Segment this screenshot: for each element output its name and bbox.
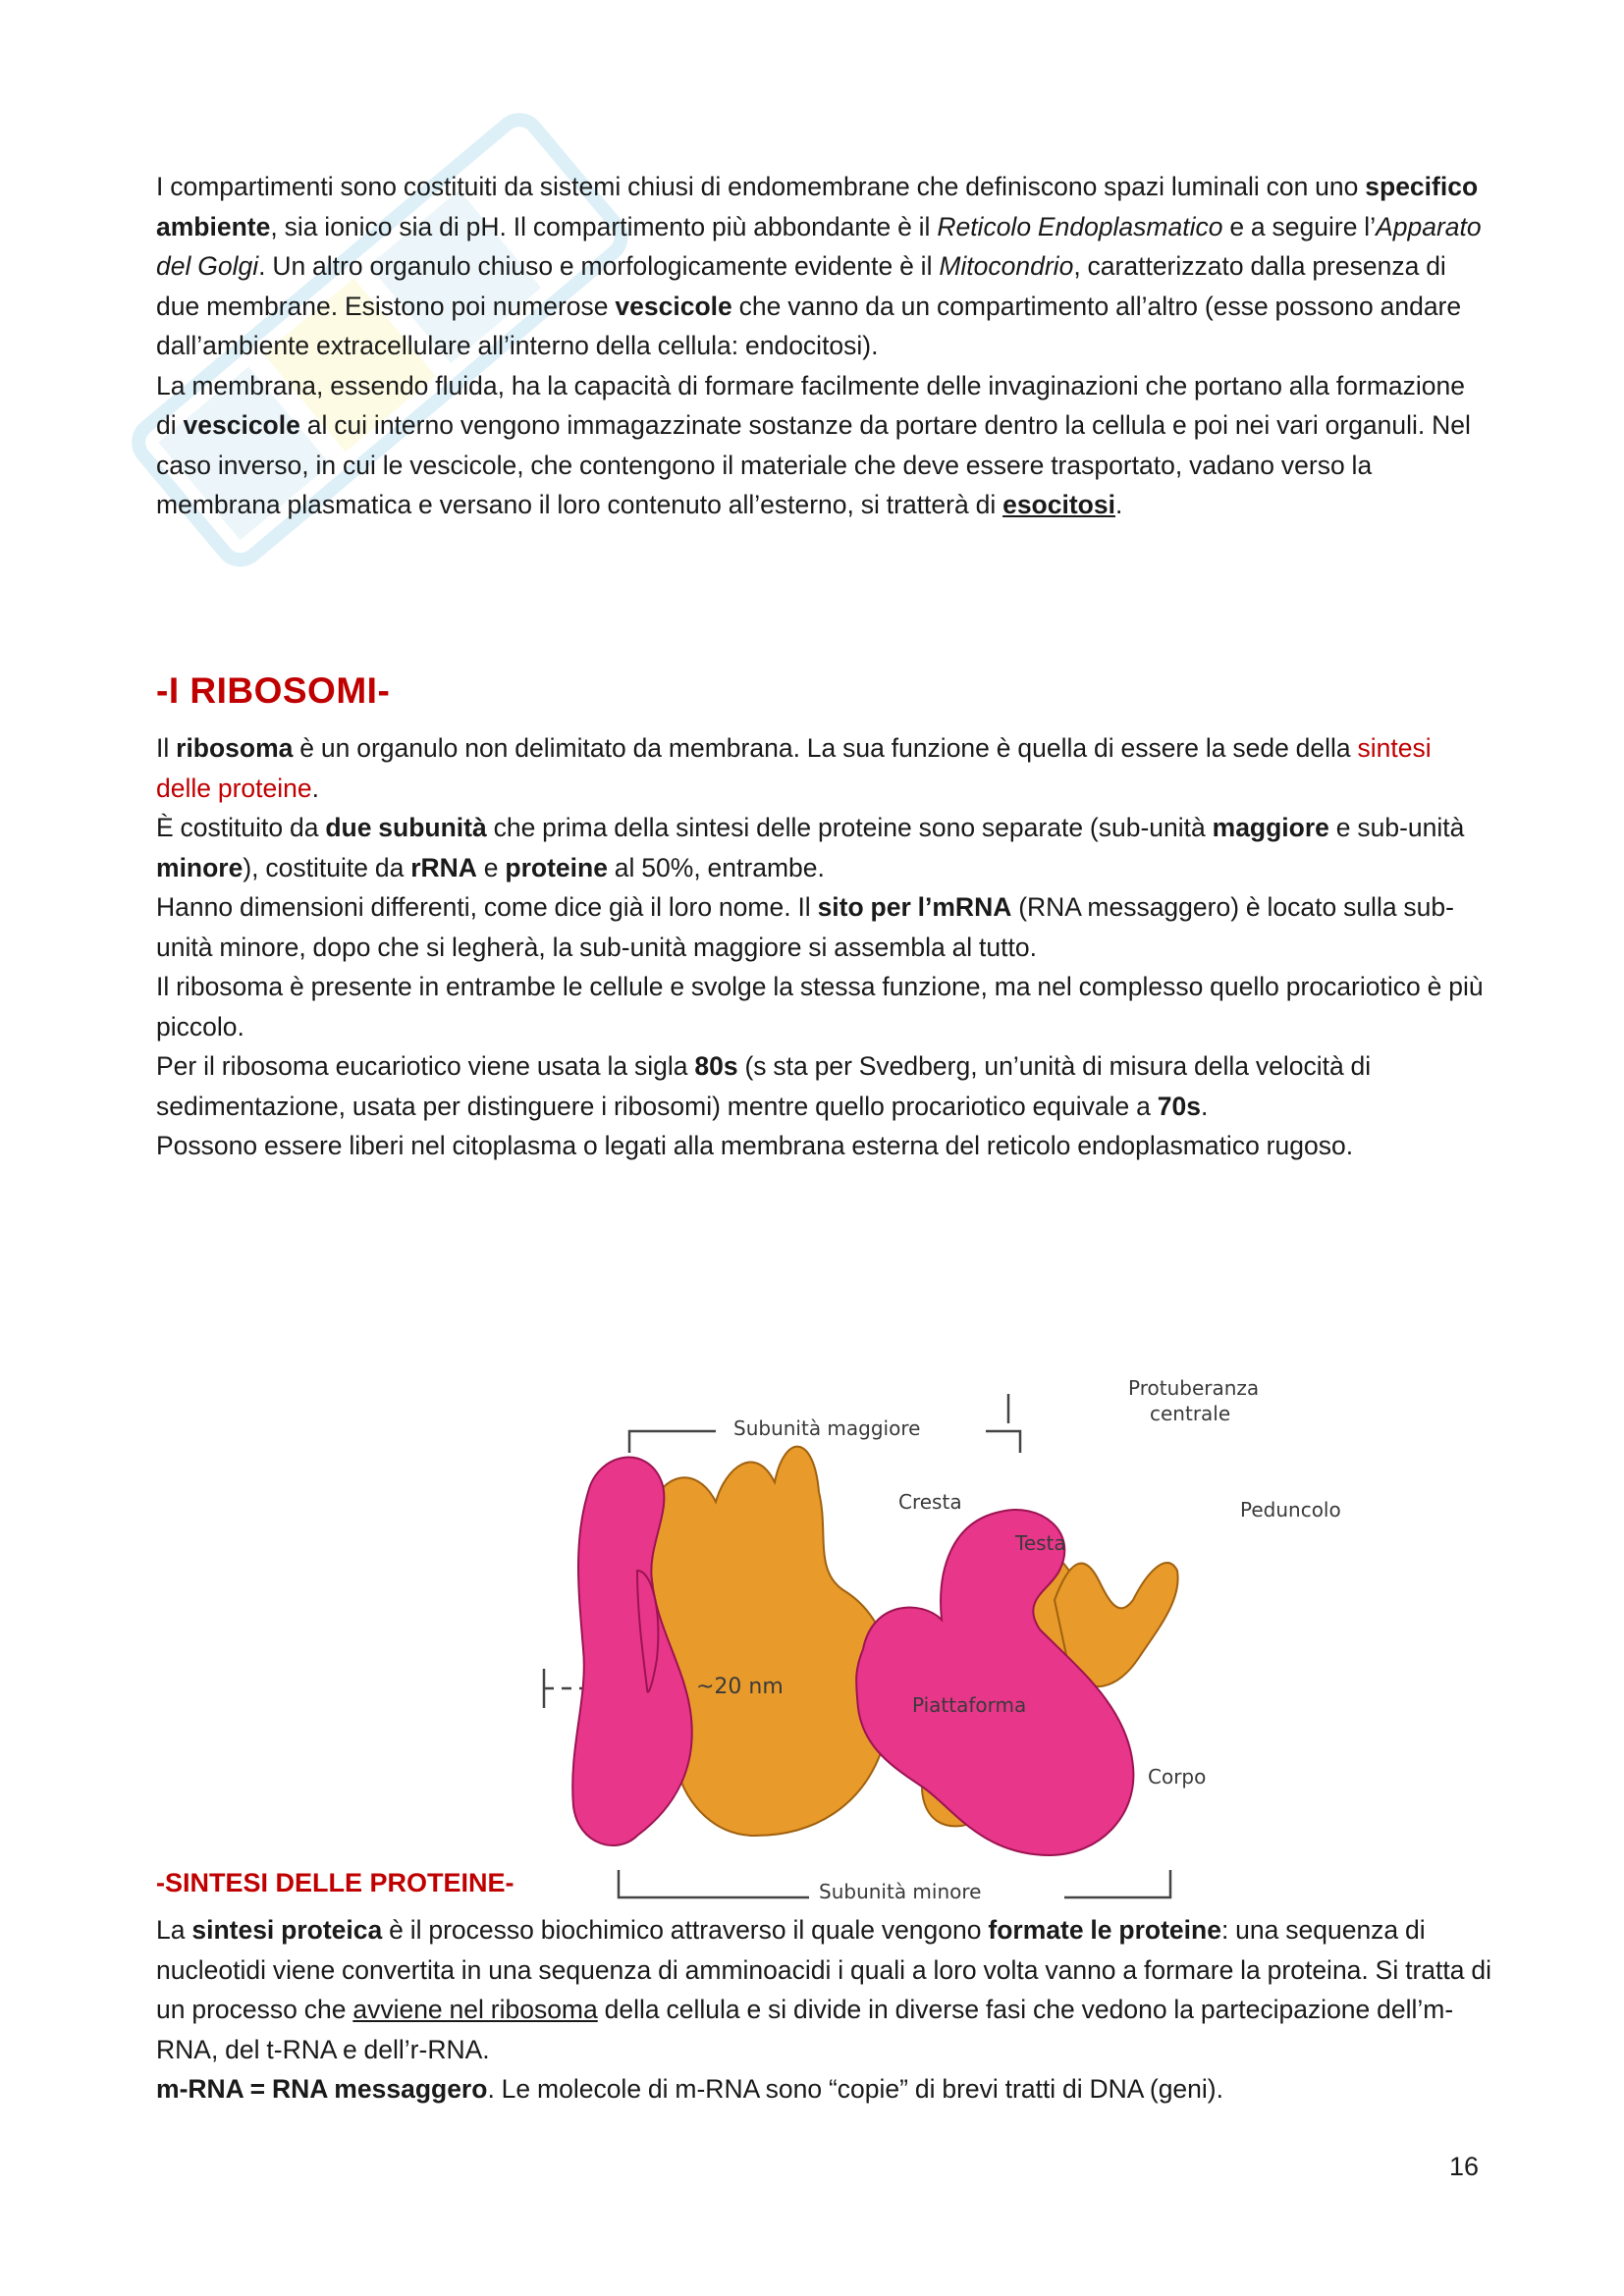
label-cresta: Cresta [898,1490,962,1514]
page-number: 16 [1449,2152,1480,2181]
sintesi-paragraphs [156,1910,1491,2109]
paragraph-location: Possono essere liberi nel citoplasma o legati alla membrana esterna del reticolo endoplasmatico rugoso. [156,1131,1354,1160]
link-esocitosi: esocitosi [1002,490,1115,519]
paragraph-procariotico: Il ribosoma è presente in entrambe le cellule e svolge la stessa funzione, ma nel complesso quello procariotico è più piccolo. [156,972,1484,1041]
heading-sintesi-proteine: -SINTESI DELLE PROTEINE- [156,1868,514,1897]
paragraph-subunits: È costituito da due subunità che prima della sintesi delle proteine sono separate (sub-unità maggiore e sub-unità minore), costituite da rRNA e proteine al 50%, entrambe. [156,813,1465,882]
ribosome-diagram [490,1374,1364,1924]
paragraph-sintesi-def: La sintesi proteica è il processo biochimico attraverso il quale vengono formate le proteine: una sequenza di nucleotidi viene convertita in una sequenza di amminoacidi i quali a loro volta vanno a formare la proteina. Si tratta di un processo che avviene nel ribosoma della cellula e si divide in diverse fasi che vedono la partecipazione dell’m-RNA, del t-RNA e dell’r-RNA. [156,1915,1491,2064]
label-protuberanza: Protuberanza [1128,1376,1260,1400]
minor-subunit-right [856,1510,1133,1855]
paragraph-compartments: I compartimenti sono costituiti da sistemi chiusi di endomembrane che definiscono spazi luminali con uno specifico ambiente, sia ionico sia di pH. Il compartimento più abbondante è il Reticolo Endoplasmatico e a seguire l’Apparato del Golgi. Un altro organulo chiuso e morfologicamente evidente è il Mitocondrio, caratterizzato dalla presenza di due membrane. Esistono poi numerose vescicole che vanno da un compartimento all’altro (esse possono andare dall’ambiente extracellulare all’interno della cellula: endocitosi). [156,172,1482,360]
label-dimension: ~20 nm [696,1675,784,1699]
label-testa: Testa [1015,1531,1066,1555]
label-protuberanza-centrale: centrale [1150,1402,1231,1425]
heading-ribosomi: -I RIBOSOMI- [156,670,391,711]
label-subunita-maggiore: Subunità maggiore [733,1416,921,1440]
intro-paragraphs [156,167,1491,525]
paragraph-mrna-site: Hanno dimensioni differenti, come dice già il loro nome. Il sito per l’mRNA (RNA messaggero) è locato sulla sub-unità minore, dopo che si legherà, la sub-unità maggiore si assembla al tutto. [156,892,1454,962]
paragraph-ribosoma-def: Il ribosoma è un organulo non delimitato da membrana. La sua funzione è quella di essere la sede della sintesi delle proteine. [156,733,1432,803]
label-corpo: Corpo [1148,1765,1207,1789]
label-peduncolo: Peduncolo [1240,1498,1341,1522]
link-avviene-nel-ribosoma: avviene nel ribosoma [352,1995,598,2024]
label-subunita-minore: Subunità minore [819,1880,982,1903]
ribosomi-paragraphs [156,728,1491,1166]
ribosome-illustration [490,1374,1364,1924]
paragraph-svedberg: Per il ribosoma eucariotico viene usata la sigla 80s (s sta per Svedberg, un’unità di misura della velocità di sedimentazione, usata per distinguere i ribosomi) mentre quello procariotico equivale a 70s. [156,1051,1372,1121]
paragraph-mrna: m-RNA = RNA messaggero. Le molecole di m-RNA sono “copie” di brevi tratti di DNA (geni). [156,2074,1223,2104]
label-piattaforma: Piattaforma [912,1693,1027,1717]
paragraph-membrane: La membrana, essendo fluida, ha la capacità di formare facilmente delle invaginazioni che portano alla formazione di vescicole al cui interno vengono immagazzinate sostanze da portare dentro la cellula e poi nei vari organuli. Nel caso inverso, in cui le vescicole, che contengono il materiale che deve essere trasportato, vadano verso la membrana plasmatica e versano il loro contenuto all’esterno, si tratterà di esocitosi. [156,370,1471,519]
